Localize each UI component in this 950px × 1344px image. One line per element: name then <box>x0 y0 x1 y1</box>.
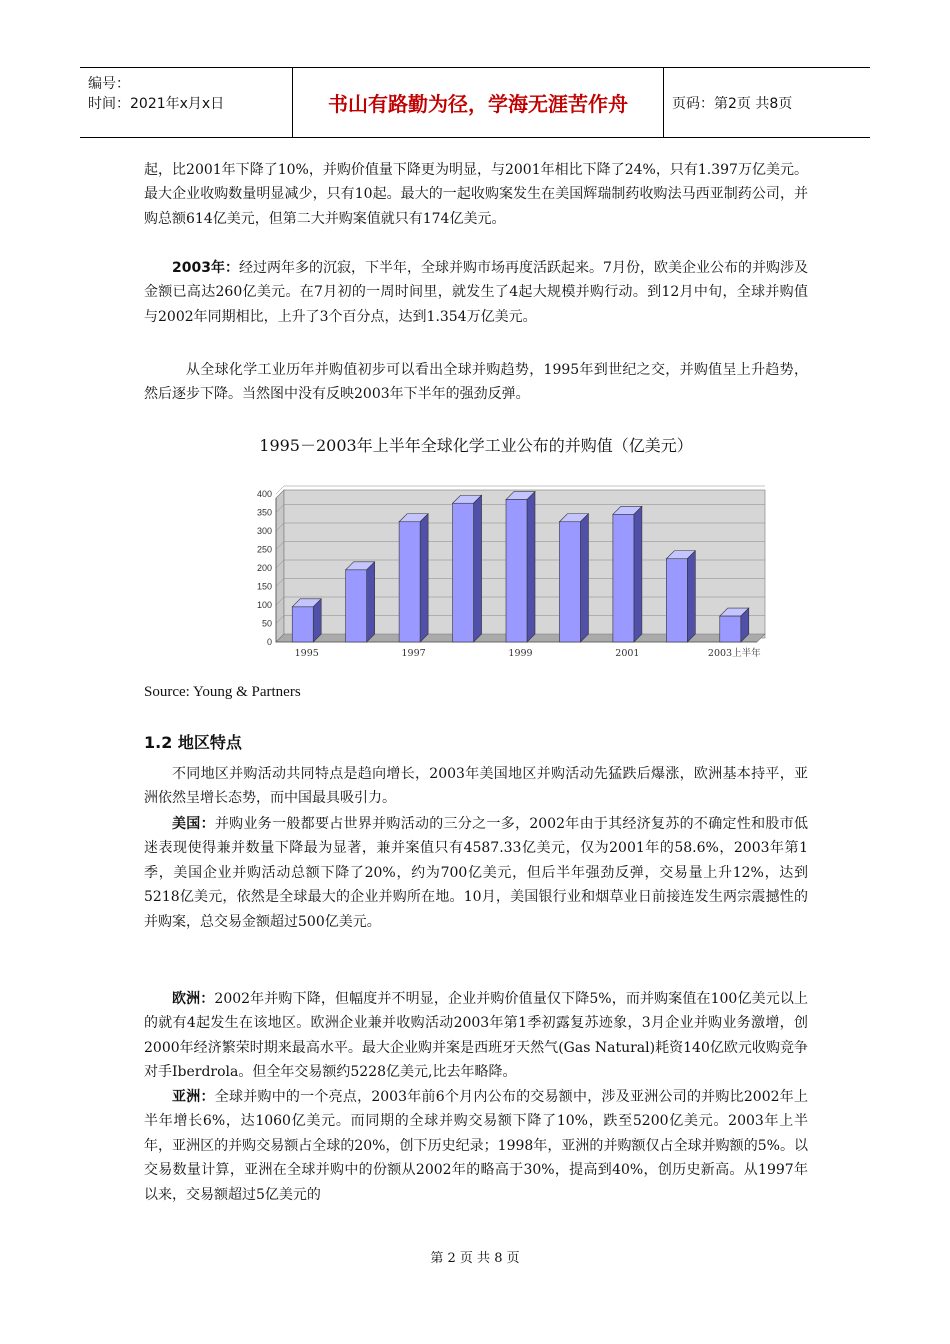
paragraph-3: 从全球化学工业历年并购值初步可以看出全球并购趋势，1995年到世纪之交，并购值呈上升趋势，然后逐步下降。当然图中没有反映2003年下半年的强劲反弹。 <box>144 362 808 403</box>
paragraph-5-lead: 美国： <box>172 816 215 832</box>
chart-title: 1995－2003年上半年全球化学工业公布的并购值（亿美元） <box>259 436 693 455</box>
bar <box>399 522 420 642</box>
paragraph-7-lead: 亚洲： <box>172 1089 215 1105</box>
bar <box>720 616 741 642</box>
y-tick-label: 50 <box>261 618 272 629</box>
time-label: 时间：2021年x月x日 <box>88 96 225 112</box>
paragraph-5 <box>144 812 808 934</box>
bar <box>506 500 527 642</box>
y-tick-label: 150 <box>256 581 272 592</box>
bar <box>666 559 687 642</box>
paragraph-6-text: 2002年并购下降，但幅度并不明显，企业并购价值量仅下降5%，而并购案值在100亿美元以上的就有4起发生在该地区。欧洲企业兼并收购活动2003年第1季初露复苏迹象，3月企业并购业务激增，创2000年经济繁荣时期来最高水平。最大企业购并案是西班牙天然气(Gas Natural)耗资140亿欧元收购竞争对手Iberdrola。但全年交易额约5228亿美元,比去年略降。 <box>144 991 809 1081</box>
bar <box>559 522 580 642</box>
paragraph-2 <box>144 256 808 329</box>
page-footer: 第 2 页 共 8 页 <box>430 1251 520 1266</box>
y-tick-label: 400 <box>256 489 272 499</box>
x-tick-label: 2001 <box>615 648 640 659</box>
paragraph-2-text: 经过两年多的沉寂，下半年，全球并购市场再度活跃起来。7月份，欧美企业公布的并购涉及金额已高达260亿美元。在7月初的一周时间里，就发生了4起大规模并购行动。到12月中旬，全球并购值与2002年同期相比，上升了3个百分点，达到1.354万亿美元。 <box>144 260 809 325</box>
paragraph-7-text: 全球并购中的一个亮点，2003年前6个月内公布的交易额中，涉及亚洲公司的并购比2002年上半年增长6%，达1060亿美元。而同期的全球并购交易额下降了10%，跌至5200亿美元。2003年上半年，亚洲区的并购交易额占全球的20%，创下历史纪录；1998年，亚洲的并购额仅占全球并购额的5%。以交易数量计算，亚洲在全球并购中的份额从2002年的略高于30%，提高到40%，创历史新高。从1997年以来，交易额超过5亿美元的 <box>144 1089 809 1203</box>
bar-side <box>634 506 642 642</box>
header-meta <box>80 68 293 137</box>
y-tick-label: 0 <box>266 637 272 647</box>
bar <box>292 607 313 642</box>
bar <box>453 503 474 642</box>
paragraph-7 <box>144 1085 808 1207</box>
paragraph-1: 起，比2001年下降了10%，并购价值量下降更为明显，与2001年相比下降了24%，只有1.397万亿美元。最大企业收购数量明显减少，只有10起。最大的一起收购案发生在美国辉瑞制药收购法马西亚制药公司，并购总额614亿美元，但第二大并购案值就只有174亿美元。 <box>144 162 808 227</box>
paragraph-4: 不同地区并购活动共同特点是趋向增长，2003年美国地区并购活动先猛跌后爆涨，欧洲基本持平，亚洲依然呈增长态势，而中国最具吸引力。 <box>144 766 808 807</box>
x-tick-label: 1999 <box>508 648 533 659</box>
x-tick-label: 2003上半年 <box>707 648 761 659</box>
y-tick-label: 300 <box>256 526 272 536</box>
bar-side <box>313 599 321 642</box>
bar-chart <box>240 484 770 664</box>
bar <box>346 570 367 642</box>
page-header <box>80 67 870 138</box>
bar-side <box>687 551 695 642</box>
y-tick-label: 200 <box>256 563 272 573</box>
bar-side <box>420 514 428 642</box>
bar-side <box>580 514 588 642</box>
number-label: 编号： <box>88 76 130 92</box>
header-motto: 书山有路勤为径，学海无涯苦作舟 <box>293 68 664 137</box>
paragraph-5-text: 并购业务一般都要占世界并购活动的三分之一多，2002年由于其经济复苏的不确定性和股市低迷表现使得兼并数量下降最为显著，兼并案值只有4587.33亿美元，仅为2001年的58.6%，2003年第1季，美国企业并购活动总额下降了20%，约为700亿美元，但后半年强劲反弹，交易量上升12%，达到5218亿美元，依然是全球最大的企业并购所在地。10月，美国银行业和烟草业日前接连发生两宗震撼性的并购案，总交易金额超过500亿美元。 <box>144 816 808 930</box>
bar-side <box>474 495 482 642</box>
bar-side <box>367 562 375 642</box>
x-tick-label: 1997 <box>401 648 426 659</box>
paragraph-6-lead: 欧洲： <box>172 991 215 1007</box>
y-tick-label: 100 <box>256 600 272 610</box>
x-tick-label: 1995 <box>294 648 319 659</box>
y-tick-label: 250 <box>256 544 272 555</box>
paragraph-6 <box>144 987 808 1085</box>
bar-side <box>527 492 535 642</box>
chart-source: Source: Young & Partners <box>144 684 301 700</box>
bar <box>613 514 634 642</box>
paragraph-2-lead: 2003年： <box>172 260 239 276</box>
header-page-info: 页码：第2页 共8页 <box>672 95 793 112</box>
y-tick-label: 350 <box>256 507 272 518</box>
section-title: 1.2 地区特点 <box>144 733 242 752</box>
